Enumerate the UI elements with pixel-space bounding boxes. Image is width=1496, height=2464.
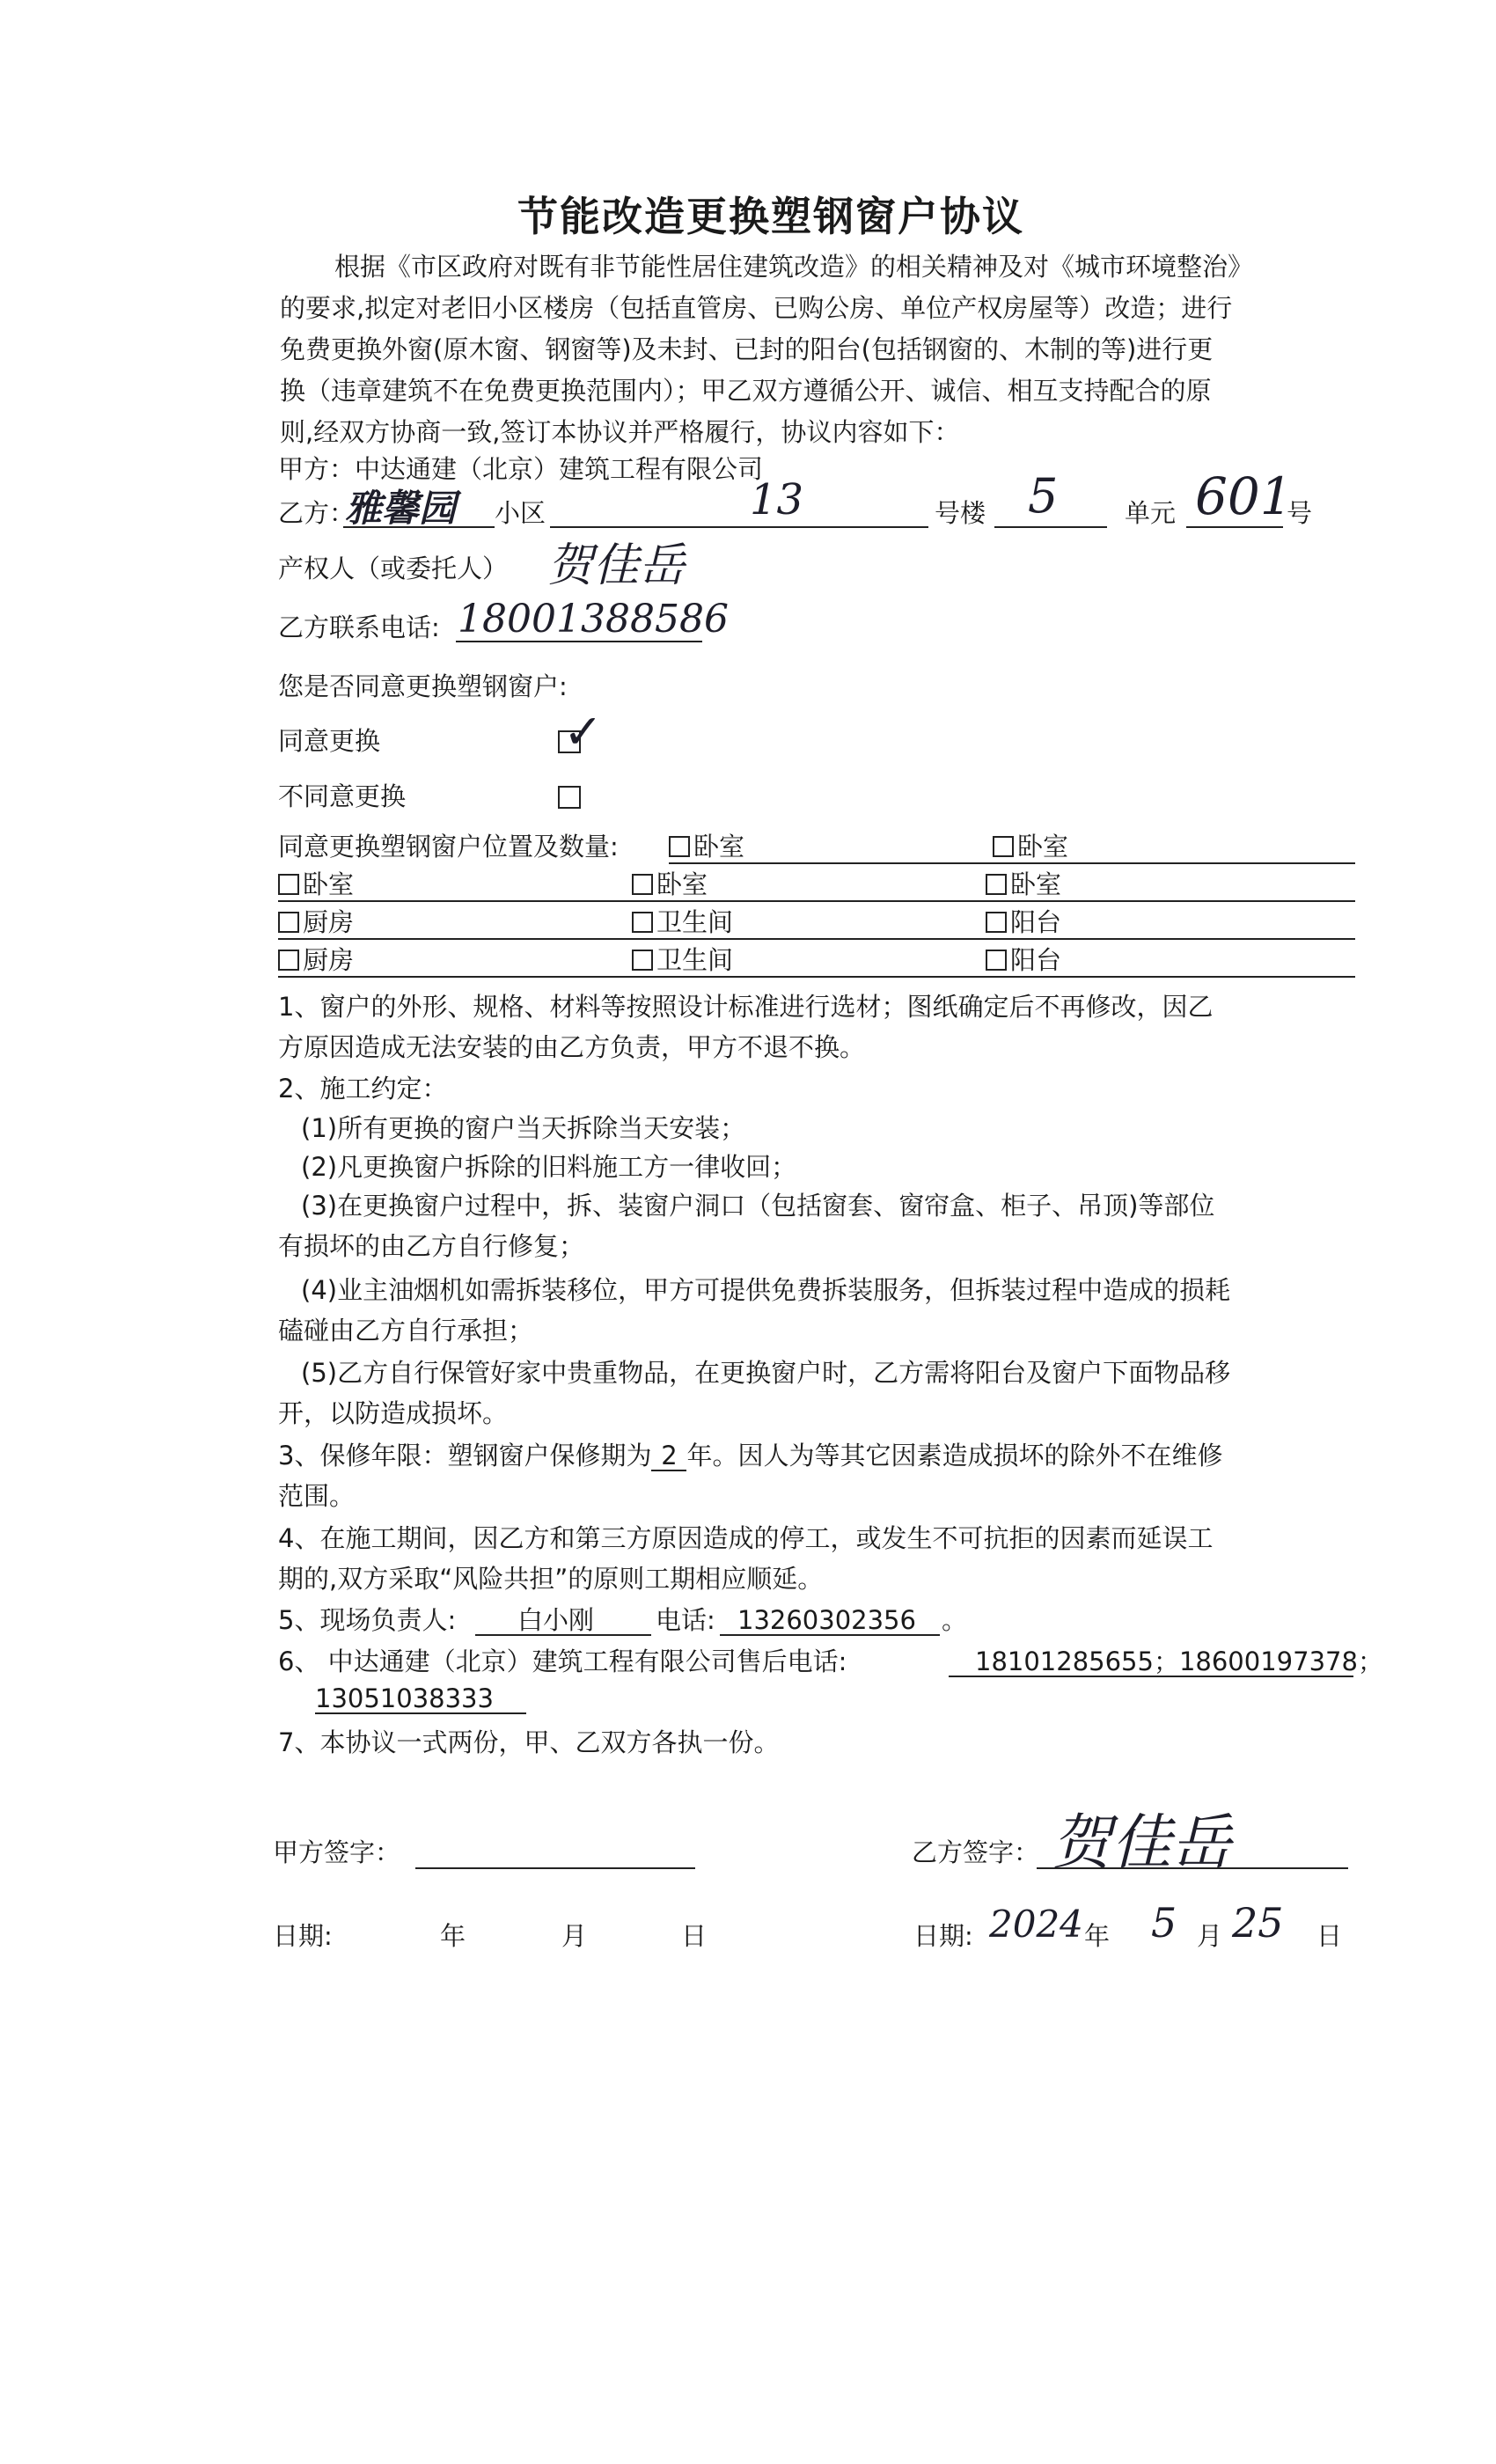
party-b-date-month: 月 — [1197, 1921, 1223, 1951]
party-a-signature-line[interactable] — [415, 1867, 695, 1869]
after-sales-phones: 18101285655；18600197378； — [975, 1646, 1383, 1676]
building-label: 号楼 — [935, 498, 986, 528]
room-option[interactable] — [986, 867, 1061, 902]
owner-label: 产权人（或委托人） — [278, 554, 509, 583]
room-option[interactable] — [669, 829, 744, 864]
site-manager-underline — [475, 1634, 651, 1636]
clause-text: 有损坏的由乙方自行修复； — [278, 1231, 585, 1261]
intro-line: 换（违章建筑不在免费更换范围内）；甲乙双方遵循公开、诚信、相互支持配合的原 — [280, 376, 1212, 406]
party-b-signature-label: 乙方签字： — [912, 1837, 1040, 1867]
after-sales-phone-3: 13051038333 — [315, 1683, 494, 1713]
clause-text: (1)所有更换的窗户当天拆除当天安装； — [301, 1113, 746, 1143]
room-option[interactable] — [632, 905, 733, 940]
clause-text: (3)在更换窗户过程中，拆、装窗户洞口（包括窗套、窗帘盒、柜子、吊顶)等部位 — [301, 1191, 1215, 1221]
after-sales-label: 6、 中达通建（北京）建筑工程有限公司售后电话: — [278, 1646, 847, 1676]
community-underline — [343, 526, 495, 528]
unit-underline — [994, 526, 1107, 528]
after-sales-underline — [949, 1676, 1353, 1677]
unit-number-handwritten: 5 — [1028, 468, 1059, 524]
party-a-date-day: 日 — [681, 1921, 708, 1951]
room-option-label: 卧室 — [1010, 869, 1062, 899]
clause-text: 范围。 — [278, 1481, 356, 1511]
table-rule — [669, 862, 1355, 864]
party-b-date-year: 年 — [1084, 1921, 1111, 1951]
site-phone: 13260302356 — [737, 1605, 916, 1635]
clause-text: 7、本协议一式两份，甲、乙双方各执一份。 — [278, 1727, 780, 1757]
table-rule — [278, 976, 1355, 978]
room-option-label: 阳台 — [1010, 945, 1062, 975]
clause-text: 4、在施工期间，因乙方和第三方原因造成的停工，或发生不可抗拒的因素而延误工 — [278, 1523, 1214, 1553]
room-option[interactable] — [278, 867, 354, 902]
party-b-label: 乙方： — [278, 498, 356, 528]
clause-text: 开，以防造成损坏。 — [278, 1398, 509, 1428]
clause-text: 方原因造成无法安装的由乙方负责，甲方不退不换。 — [278, 1032, 866, 1062]
room-option-label: 卧室 — [1017, 832, 1069, 862]
unit-label: 单元 — [1125, 498, 1177, 528]
site-manager-name: 白小刚 — [517, 1605, 595, 1635]
phone-underline — [456, 641, 702, 642]
party-b-signature-line[interactable] — [1037, 1867, 1348, 1869]
agree-label: 同意更换 — [278, 726, 381, 756]
table-rule — [278, 938, 1355, 940]
party-a-signature-label: 甲方签字： — [273, 1837, 401, 1867]
room-option-label: 阳台 — [1010, 907, 1062, 937]
site-phone-underline — [720, 1634, 940, 1636]
site-manager-label: 5、现场负责人: — [278, 1605, 457, 1635]
room-option[interactable] — [632, 867, 708, 902]
party-a-date-month: 月 — [561, 1921, 588, 1951]
page-title: 节能改造更换塑钢窗户协议 — [517, 193, 1024, 240]
clause-text: (5)乙方自行保管好家中贵重物品，在更换窗户时，乙方需将阳台及窗户下面物品移 — [301, 1358, 1231, 1388]
check-mark: ✓ — [563, 704, 604, 759]
intro-line: 的要求,拟定对老旧小区楼房（包括直管房、已购公房、单位产权房屋等）改造；进行 — [280, 293, 1233, 323]
clause-text: 磕碰由乙方自行承担； — [278, 1316, 534, 1346]
room-option[interactable] — [632, 942, 733, 978]
room-option[interactable] — [986, 942, 1061, 978]
clause-text: 2、施工约定： — [278, 1074, 448, 1104]
party-b-date-label: 日期: — [913, 1921, 973, 1951]
party-b-signature-handwritten: 贺佳岳 — [1052, 1808, 1232, 1878]
room-option-label: 厨房 — [303, 907, 355, 937]
party-b-date-day: 日 — [1316, 1921, 1343, 1951]
question-text: 您是否同意更换塑钢窗户: — [278, 671, 568, 701]
warranty-years: 2 — [651, 1441, 686, 1471]
party-a-line: 甲方：中达通建（北京）建筑工程有限公司 — [278, 454, 764, 484]
room-option-label: 卧室 — [693, 832, 745, 862]
intro-line: 根据《市区政府对既有非节能性居住建筑改造》的相关精神及对《城市环境整治》 — [334, 252, 1254, 282]
party-b-day-handwritten: 25 — [1232, 1899, 1284, 1947]
disagree-label: 不同意更换 — [278, 781, 407, 811]
building-number-handwritten: 13 — [750, 475, 804, 524]
phone-handwritten: 18001388586 — [458, 597, 729, 642]
party-b-year-handwritten: 2024 — [989, 1903, 1083, 1946]
party-a-date-label: 日期: — [273, 1921, 333, 1951]
room-option[interactable] — [993, 829, 1068, 864]
room-option[interactable] — [278, 905, 354, 940]
table-rule — [278, 900, 1355, 902]
clause-text: 1、窗户的外形、规格、材料等按照设计标准进行选材；图纸确定后不再修改，因乙 — [278, 992, 1214, 1022]
party-b-month-handwritten: 5 — [1151, 1899, 1177, 1947]
room-option-label: 卫生间 — [656, 945, 734, 975]
party-a-date-year: 年 — [440, 1921, 466, 1951]
owner-signature-handwritten: 贺佳岳 — [547, 539, 686, 592]
site-phone-label: 电话: — [656, 1605, 715, 1635]
room-option-label: 厨房 — [303, 945, 355, 975]
after-sales-underline — [315, 1712, 526, 1714]
warranty-text: 年。因人为等其它因素造成损坏的除外不在维修 — [686, 1441, 1223, 1470]
community-label: 小区 — [495, 498, 546, 528]
room-number-handwritten: 601 — [1195, 466, 1293, 526]
intro-line: 则,经双方协商一致,签订本协议并严格履行，协议内容如下： — [280, 417, 960, 447]
positions-label: 同意更换塑钢窗户位置及数量: — [278, 832, 619, 862]
phone-label: 乙方联系电话: — [278, 612, 440, 642]
disagree-checkbox[interactable] — [558, 786, 581, 809]
room-option[interactable] — [278, 942, 354, 978]
room-option-label: 卧室 — [303, 869, 355, 899]
intro-line: 免费更换外窗(原木窗、钢窗等)及未封、已封的阳台(包括钢窗的、木制的等)进行更 — [280, 334, 1214, 364]
site-end: 。 — [942, 1605, 968, 1635]
room-option-label: 卧室 — [656, 869, 708, 899]
community-handwritten: 雅馨园 — [345, 487, 457, 530]
warranty-text: 3、保修年限：塑钢窗户保修期为 — [278, 1441, 652, 1470]
warranty-clause — [278, 1438, 1222, 1473]
room-underline — [1186, 526, 1283, 528]
clause-text: 期的,双方采取“风险共担”的原则工期相应顺延。 — [278, 1564, 824, 1594]
room-label: 号 — [1287, 498, 1313, 528]
clause-text: (4)业主油烟机如需拆装移位，甲方可提供免费拆装服务，但拆装过程中造成的损耗 — [301, 1275, 1231, 1305]
room-option-label: 卫生间 — [656, 907, 734, 937]
clause-text: (2)凡更换窗户拆除的旧料施工方一律收回； — [301, 1152, 797, 1182]
room-option[interactable] — [986, 905, 1061, 940]
